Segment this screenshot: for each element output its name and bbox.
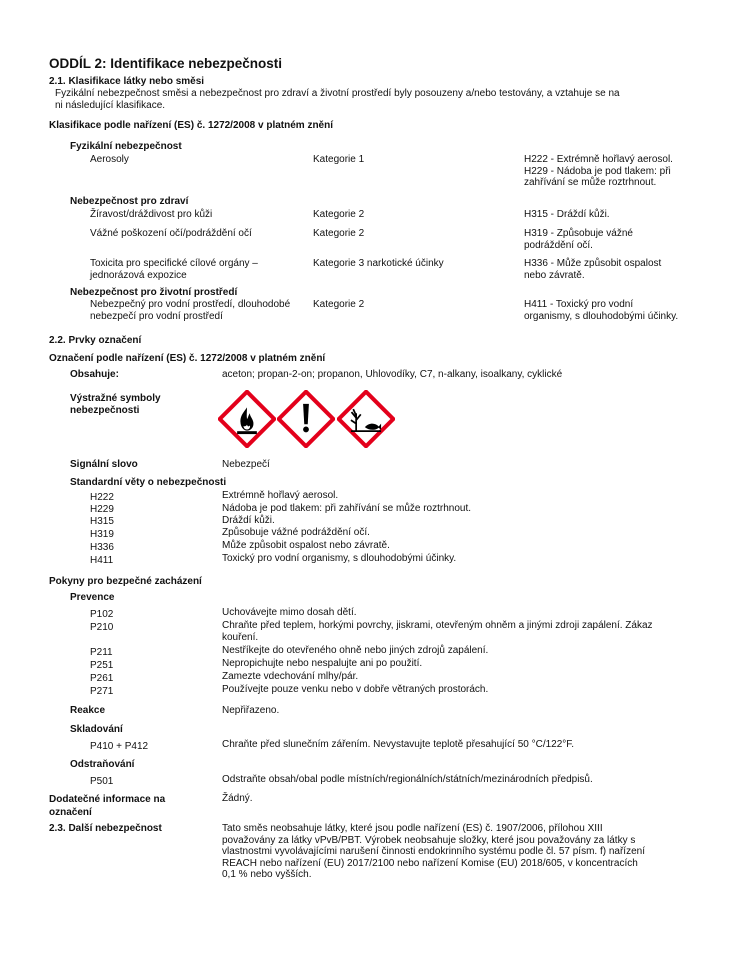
h-code: H336	[90, 542, 114, 553]
health-row-name: Žíravost/dráždivost pro kůži	[90, 209, 213, 220]
pictograms-label: Výstražné symboly nebezpečnosti	[70, 393, 161, 416]
additional-label: Dodatečné informace na označení	[49, 794, 166, 818]
h-code: H411	[90, 555, 114, 566]
flame-pictogram-icon	[218, 390, 276, 448]
h-text: Způsobuje vážné podráždění očí.	[222, 527, 370, 538]
p-text: Zamezte vdechování mlhy/pár.	[222, 671, 359, 682]
h-code: H315	[90, 516, 114, 527]
s23-text: Tato směs neobsahuje látky, které jsou podle nařízení (ES) č. 1907/2006, přílohou XIII považovány za látky vPvB/PBT. Výrobek neobsahuje složky, které jsou považovány za látky s vlastnostmi vyvolávajícími narušení činnosti endokrinního systému podle čl. 57 písm. f) nařízení REACH nebo nařízení (EU) 2017/2100 nebo nařízení Komise (EU) 2018/605, v koncentracích 0,1 % nebo vyšších.	[222, 823, 645, 880]
p-code: P261	[90, 673, 114, 684]
p-text: Chraňte před teplem, horkými povrchy, jiskrami, otevřeným ohněm a jinými zdroji zapálení. Zákaz kouření.	[222, 620, 653, 643]
health-row-name: Vážné poškození očí/podráždění očí	[90, 228, 252, 239]
h-code: H222	[90, 492, 114, 503]
p-code: P210	[90, 622, 114, 633]
prevention-label: Prevence	[70, 592, 115, 603]
p-text: Používejte pouze venku nebo v dobře větraných prostorách.	[222, 684, 489, 695]
s21-heading: 2.1. Klasifikace látky nebo směsi	[49, 76, 205, 87]
p-code: P102	[90, 609, 114, 620]
phys-row-category: Kategorie 1	[313, 154, 365, 165]
additional-value: Žádný.	[222, 793, 253, 804]
h-code: H319	[90, 529, 114, 540]
h-text: Může způsobit ospalost nebo závratě.	[222, 540, 390, 551]
reaction-value: Nepřiřazeno.	[222, 705, 280, 716]
s23-label: 2.3. Další nebezpečnost	[49, 823, 162, 834]
exclamation-pictogram-icon	[277, 390, 335, 448]
health-row-category: Kategorie 2	[313, 228, 365, 239]
physical-hazards-heading: Fyzikální nebezpečnost	[70, 141, 182, 152]
disposal-label: Odstraňování	[70, 759, 135, 770]
health-hazards-heading: Nebezpečnost pro zdraví	[70, 196, 189, 207]
disposal-code: P501	[90, 776, 114, 787]
s21-text-1: Fyzikální nebezpečnost směsi a nebezpečnost pro zdraví a životní prostředí byly posouzeny a/nebo testovány, a vztahuje se na	[55, 88, 620, 99]
h-text: Extrémně hořlavý aerosol.	[222, 490, 339, 501]
contains-label: Obsahuje:	[70, 369, 119, 380]
p-text: Nestříkejte do otevřeného ohně nebo jiných zdrojů zapálení.	[222, 645, 489, 656]
storage-label: Skladování	[70, 724, 123, 735]
health-row-category: Kategorie 2	[313, 209, 365, 220]
label-heading: Označení podle nařízení (ES) č. 1272/2008 v platném znění	[49, 353, 326, 364]
p-code: P271	[90, 686, 114, 697]
s21-text-2: ni následující klasifikace.	[55, 100, 166, 111]
p-text: Nepropichujte nebo nespalujte ani po použití.	[222, 658, 423, 669]
storage-text: Chraňte před slunečním zářením. Nevystavujte teplotě přesahující 50 °C/122°F.	[222, 739, 575, 750]
p-code: P211	[90, 647, 113, 658]
health-row-name: Toxicita pro specifické cílové orgány – jednorázová expozice	[90, 258, 258, 281]
s22-heading: 2.2. Prvky označení	[49, 335, 142, 346]
health-row-h: H336 - Může způsobit ospalost nebo závratě.	[524, 258, 662, 281]
phys-row-h: H222 - Extrémně hořlavý aerosol. H229 - Nádoba je pod tlakem: při zahřívání se může roztrhnout.	[524, 154, 673, 188]
signal-value: Nebezpečí	[222, 459, 270, 470]
phys-row-name: Aerosoly	[90, 154, 129, 165]
classification-heading: Klasifikace podle nařízení (ES) č. 1272/2008 v platném znění	[49, 120, 334, 131]
section-title: ODDÍL 2: Identifikace nebezpečnosti	[49, 56, 283, 71]
health-row-category: Kategorie 3 narkotické účinky	[313, 258, 444, 269]
health-row-h: H315 - Dráždí kůži.	[524, 209, 610, 220]
env-row-h: H411 - Toxický pro vodní organismy, s dlouhodobými účinky.	[524, 299, 679, 322]
environment-pictogram-icon	[337, 390, 395, 448]
disposal-text: Odstraňte obsah/obal podle místních/regionálních/státních/mezinárodních předpisů.	[222, 774, 593, 785]
env-hazards-heading: Nebezpečnost pro životní prostředí	[70, 287, 238, 298]
h-text: Dráždí kůži.	[222, 515, 275, 526]
health-row-h: H319 - Způsobuje vážné podráždění očí.	[524, 228, 633, 251]
reaction-label: Reakce	[70, 705, 106, 716]
precaution-label: Pokyny pro bezpečné zacházení	[49, 576, 202, 587]
signal-label: Signální slovo	[70, 459, 138, 470]
h-text: Toxický pro vodní organismy, s dlouhodobými účinky.	[222, 553, 457, 564]
p-code: P251	[90, 660, 114, 671]
env-row-category: Kategorie 2	[313, 299, 365, 310]
p-text: Uchovávejte mimo dosah dětí.	[222, 607, 357, 618]
env-row-name: Nebezpečný pro vodní prostředí, dlouhodobé nebezpečí pro vodní prostředí	[90, 299, 291, 322]
storage-code: P410 + P412	[90, 741, 149, 752]
hstatements-label: Standardní věty o nebezpečnosti	[70, 477, 227, 488]
h-text: Nádoba je pod tlakem: při zahřívání se může roztrhnout.	[222, 503, 472, 514]
h-code: H229	[90, 504, 114, 515]
contains-value: aceton; propan-2-on; propanon, Uhlovodíky, C7, n-alkany, isoalkany, cyklické	[222, 369, 563, 380]
